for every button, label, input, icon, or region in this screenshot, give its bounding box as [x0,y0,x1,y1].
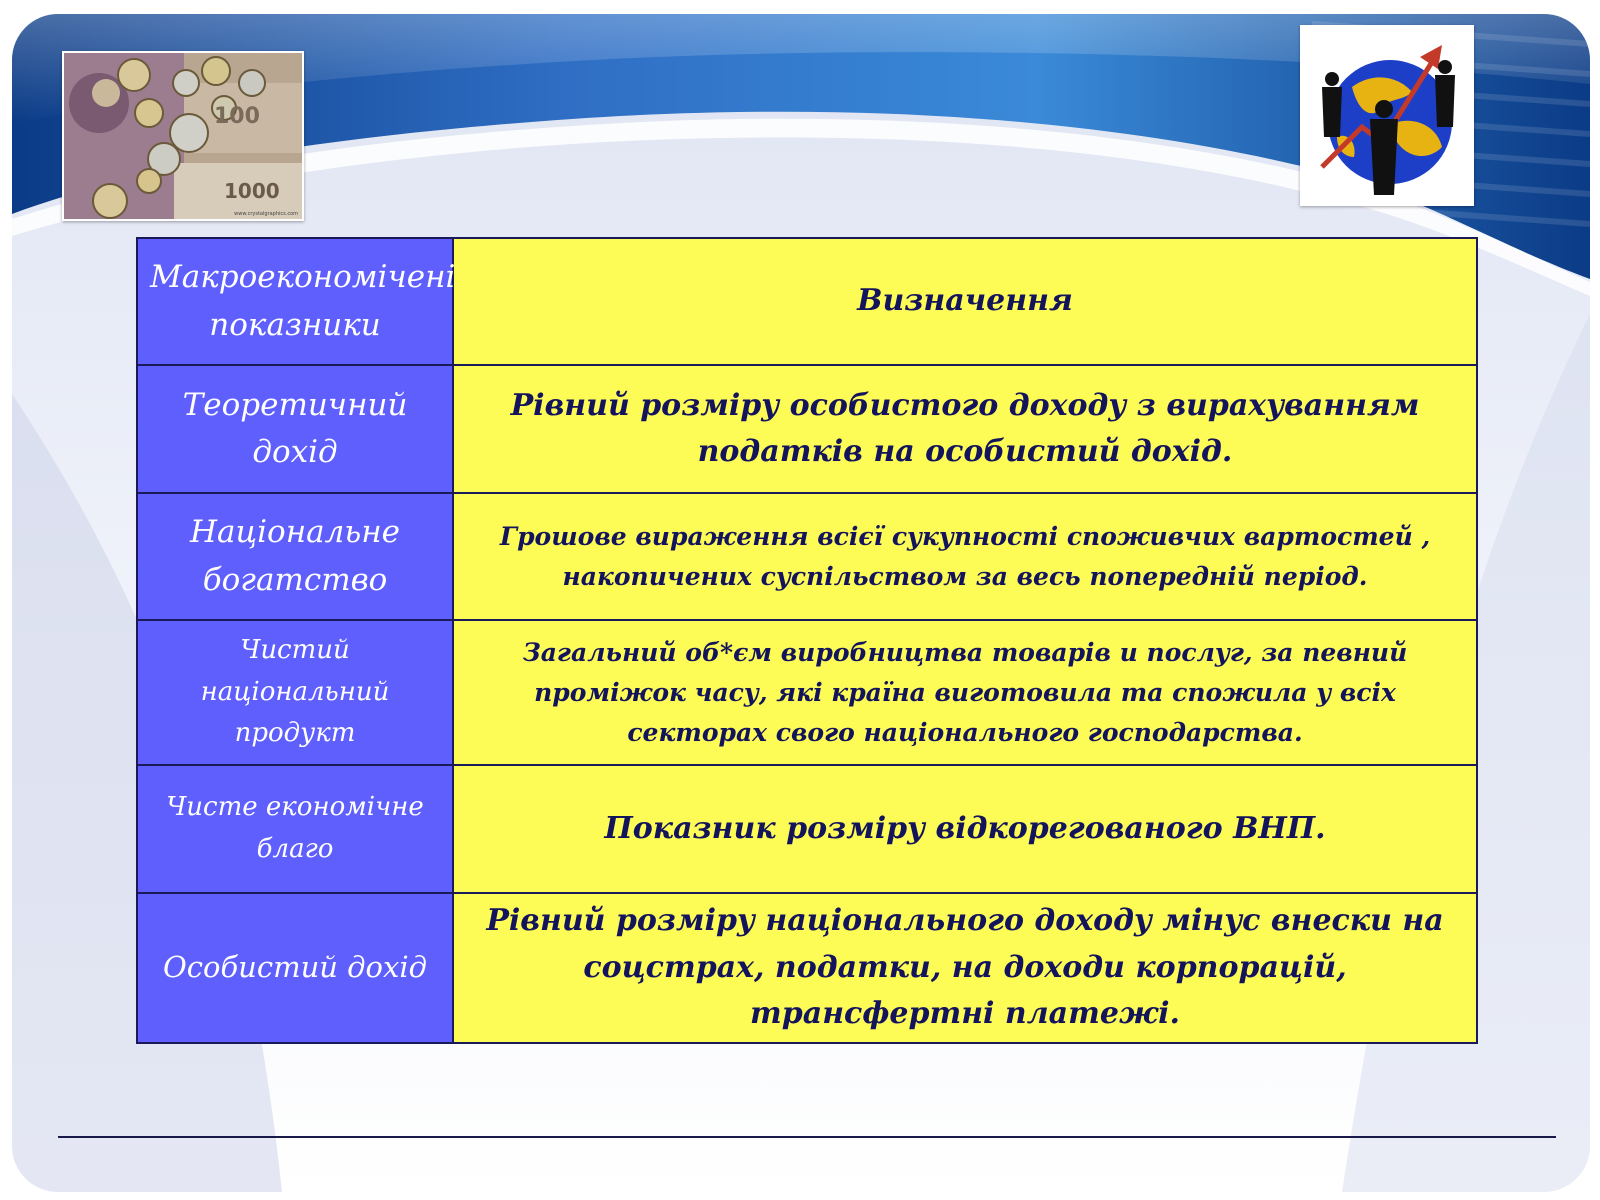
footer-divider [58,1136,1556,1138]
table-row [137,493,1477,620]
macroeconomic-indicators-table [136,237,1478,1044]
globe-growth-image [1302,27,1472,204]
definition-cell: Грошове вираження всієї сукупності споживчих вартостей , накопичених суспільством за весь попередній період. [453,493,1477,620]
photo-watermark: www.crystalgraphics.com [234,211,298,217]
table-header-row [137,238,1477,365]
indicator-cell: Чистий національний продукт [137,620,453,765]
table-row [137,620,1477,765]
table-row [137,365,1477,493]
header-indicator-cell: Макроекономічені показники [137,238,453,365]
coins-photo [62,51,304,221]
table-row [137,765,1477,893]
business-globe-picture [1300,25,1474,206]
indicator-cell: Теоретичний дохід [137,365,453,493]
svg-text:100: 100 [214,104,260,129]
indicator-cell: Особистий дохід [137,893,453,1043]
table-row [137,893,1477,1043]
definition-cell: Загальний об*єм виробництва товарів и послуг, за певний проміжок часу, які країна виготовила та спожила у всіх секторах свого національного господарства. [453,620,1477,765]
definition-cell: Рівний розміру особистого доходу з вирахуванням податків на особистий дохід. [453,365,1477,493]
header-definition-cell: Визначення [453,238,1477,365]
indicator-cell: Чисте економічне благо [137,765,453,893]
svg-text:1000: 1000 [224,179,280,203]
coins-banknotes-image [64,53,302,219]
indicator-cell: Національне богатство [137,493,453,620]
definition-cell: Рівний розміру національного доходу мінус внески на соцстрах, податки, на доходи корпорацій, трансфертні платежі. [453,893,1477,1043]
definition-cell: Показник розміру відкорегованого ВНП. [453,765,1477,893]
